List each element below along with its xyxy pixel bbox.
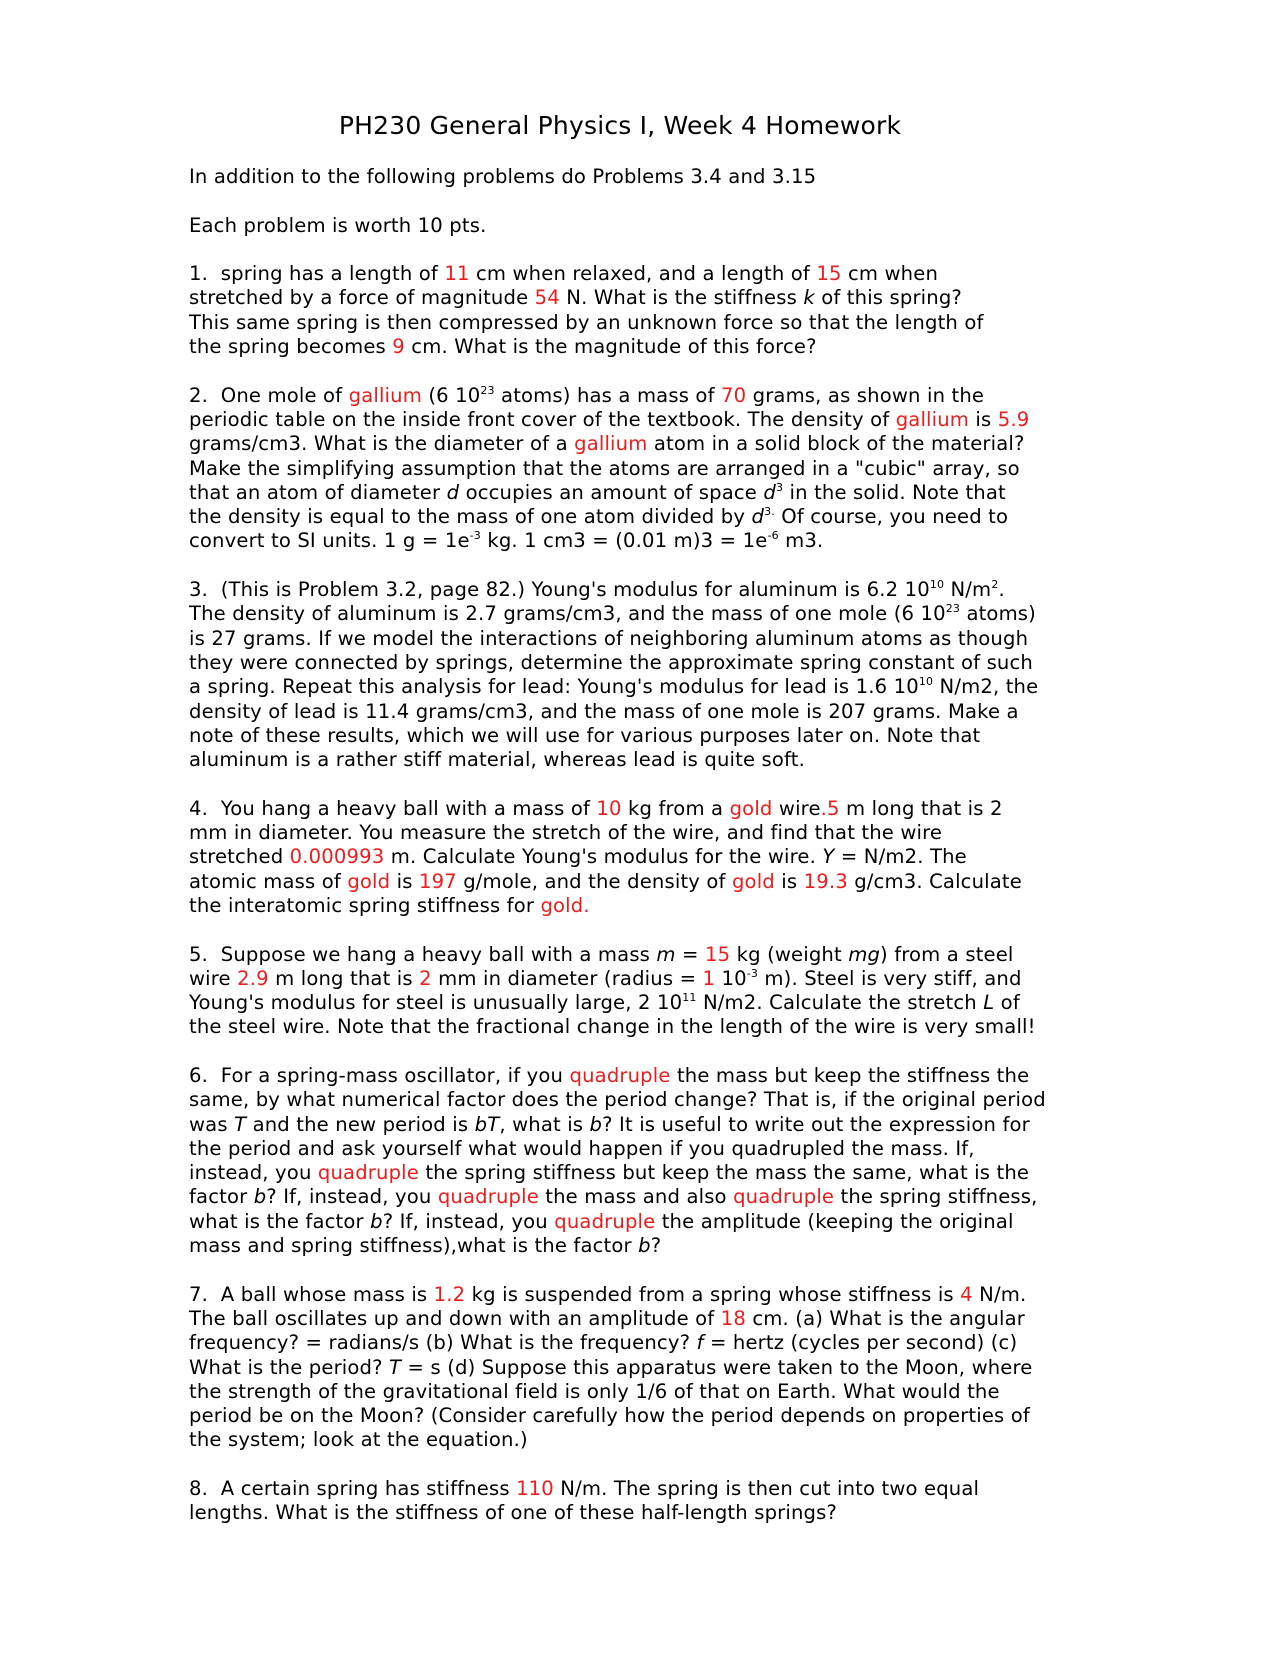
amplitude-value: 18 <box>720 1306 746 1330</box>
quadruple-word: quadruple <box>569 1063 671 1087</box>
quadruple-word: quadruple <box>317 1161 419 1185</box>
quadruple-word: quadruple <box>554 1209 656 1233</box>
problem-4: 4. You hang a heavy ball with a mass of 10 kg from a gold wire.5 m long that is 2 mm in diameter. You measure the stretch of the wire, and find that the wire stretched 0.000993 m. Calculate Young's modulus for the wire. Y = N/m2. The atomic mass of gold is 197 g/mole, and the density of gold is 19.3 g/cm3. Calculate the interatomic spring stiffness for gold. <box>189 796 1022 917</box>
stiffness-value: 4 <box>960 1282 973 1306</box>
problem-number: 6. <box>189 1063 208 1087</box>
problem-number: 8. <box>189 1477 208 1501</box>
element-name: gallium <box>348 383 422 407</box>
problem-number: 1. <box>189 262 208 286</box>
problem-number: 7. <box>189 1282 208 1306</box>
mass-value: 1.2 <box>433 1282 466 1306</box>
quadruple-word: quadruple <box>733 1185 835 1209</box>
quadruple-word: quadruple <box>437 1185 539 1209</box>
wire-length-value: 2.9 <box>237 966 269 990</box>
compressed-length-value: 9 <box>392 335 405 359</box>
problem-6: 6. For a spring-mass oscillator, if you quadruple the mass but keep the stiffness the same, by what numerical factor does the period change? That is, if the original period was T and the new period is bT, what is b? It is useful to write out the expression for the period and ask yourself what would happen if you quadrupled the mass. If, instead, you quadruple the spring stiffness but keep the mass the same, what is the factor b? If, instead, you quadruple the mass and also quadruple the spring stiffness, what is the factor b? If, instead, you quadruple the amplitude (keeping the original mass and spring stiffness),what is the factor b? <box>189 1063 1046 1258</box>
problem-number: 3. <box>189 578 208 602</box>
relaxed-length-value: 11 <box>444 262 470 286</box>
density-value: 19.3 <box>803 869 848 893</box>
atomic-mass-value: 197 <box>418 869 457 893</box>
intro-text: In addition to the following problems do Problems 3.4 and 3.15 <box>189 165 817 188</box>
document-body <box>189 165 1129 1550</box>
problem-7: 7. A ball whose mass is 1.2 kg is suspended from a spring whose stiffness is 4 N/m. The ball oscillates up and down with an amplitude of 18 cm. (a) What is the angular frequency? = radians/s (b) What is the frequency? f = hertz (cycles per second) (c) What is the period? T = s (d) Suppose this apparatus were taken to the Moon, where the strength of the gravitational field is only 1/6 of that on Earth. What would the period be on the Moon? (Consider carefully how the period depends on properties of the system; look at the equation.) <box>189 1282 1033 1452</box>
diameter-value: 2 <box>419 966 432 990</box>
mass-value: 10 <box>596 796 622 820</box>
problem-3: 3. (This is Problem 3.2, page 82.) Young's modulus for aluminum is 6.2 $10^{10}$ $N/m^2$. The density of aluminum is 2.7 grams/cm3, and the mass of one mole (6 $10^{23}$ atoms) is 27 grams. If we model the interactions of neighboring aluminum atoms as though they were connected by springs, determine the approximate spring constant of such a spring. Repeat this analysis for lead: Young's modulus for lead is 1.6 $10^{10}$ N/m2, the density of lead is 11.4 grams/cm3, and the mass of one mole is 207 grams. Make a note of these results, which we will use for various purposes later on. Note that aluminum is a rather stiff material, whereas lead is quite soft. <box>189 578 1039 772</box>
density-value: 5.9 <box>997 407 1030 431</box>
problem-1: 1. spring has a length of 11 cm when relaxed, and a length of 15 cm when stretched by a force of magnitude 54 N. What is the stiffness k of this spring? This same spring is then compressed by an unknown force so that the length of the spring becomes 9 cm. What is the magnitude of this force? <box>189 262 984 359</box>
wire-length-value: .5 <box>820 796 840 820</box>
page-title: PH230 General Physics I, Week 4 Homework <box>338 111 902 140</box>
problem-number: 5. <box>189 942 208 966</box>
stiffness-value: 110 <box>516 1477 554 1501</box>
problem-number: 2. <box>189 383 208 407</box>
element-name: gold <box>729 796 773 820</box>
problem-2: 2. One mole of gallium (6 $10^{23}$ atoms) has a mass of 70 grams, as shown in the periodic table on the inside front cover of the textbook. The density of gallium is 5.9 grams/cm3. What is the diameter of a gallium atom in a solid block of the material? Make the simplifying assumption that the atoms are arranged in a "cubic" array, so that an atom of diameter d occupies an amount of space $d^3$ in the solid. Note that the density is equal to the mass of one atom divided by $d^{3.}$ Of course, you need to convert to SI units. 1 $g = 1e^{-3}$ kg. 1 cm3 = (0.01 $m)3 = 1e^{-6}$ m3. <box>189 383 1030 553</box>
force-value: 54 <box>534 286 560 310</box>
points-text: Each problem is worth 10 pts. <box>189 213 487 237</box>
stretched-length-value: 15 <box>816 262 842 286</box>
problem-8: 8. A certain spring has stiffness 110 N/m. The spring is then cut into two equal lengths. What is the stiffness of one of these half-length springs? <box>189 1477 980 1525</box>
mass-value: 70 <box>721 383 747 407</box>
problem-5: 5. Suppose we hang a heavy ball with a mass m = 15 kg (weight mg) from a steel wire 2.9 m long that is 2 mm in diameter (radius = 1 $10^{-3}$ m). Steel is very stiff, and Young's modulus for steel is unusually large, 2 $10^{11}$ N/m2. Calculate the stretch L of the steel wire. Note that the fractional change in the length of the wire is very small! <box>189 942 1036 1039</box>
radius-value: 1 <box>702 966 716 990</box>
stretch-value: 0.000993 <box>289 845 385 869</box>
mass-value: 15 <box>705 942 731 966</box>
problem-number: 4. <box>189 796 208 820</box>
